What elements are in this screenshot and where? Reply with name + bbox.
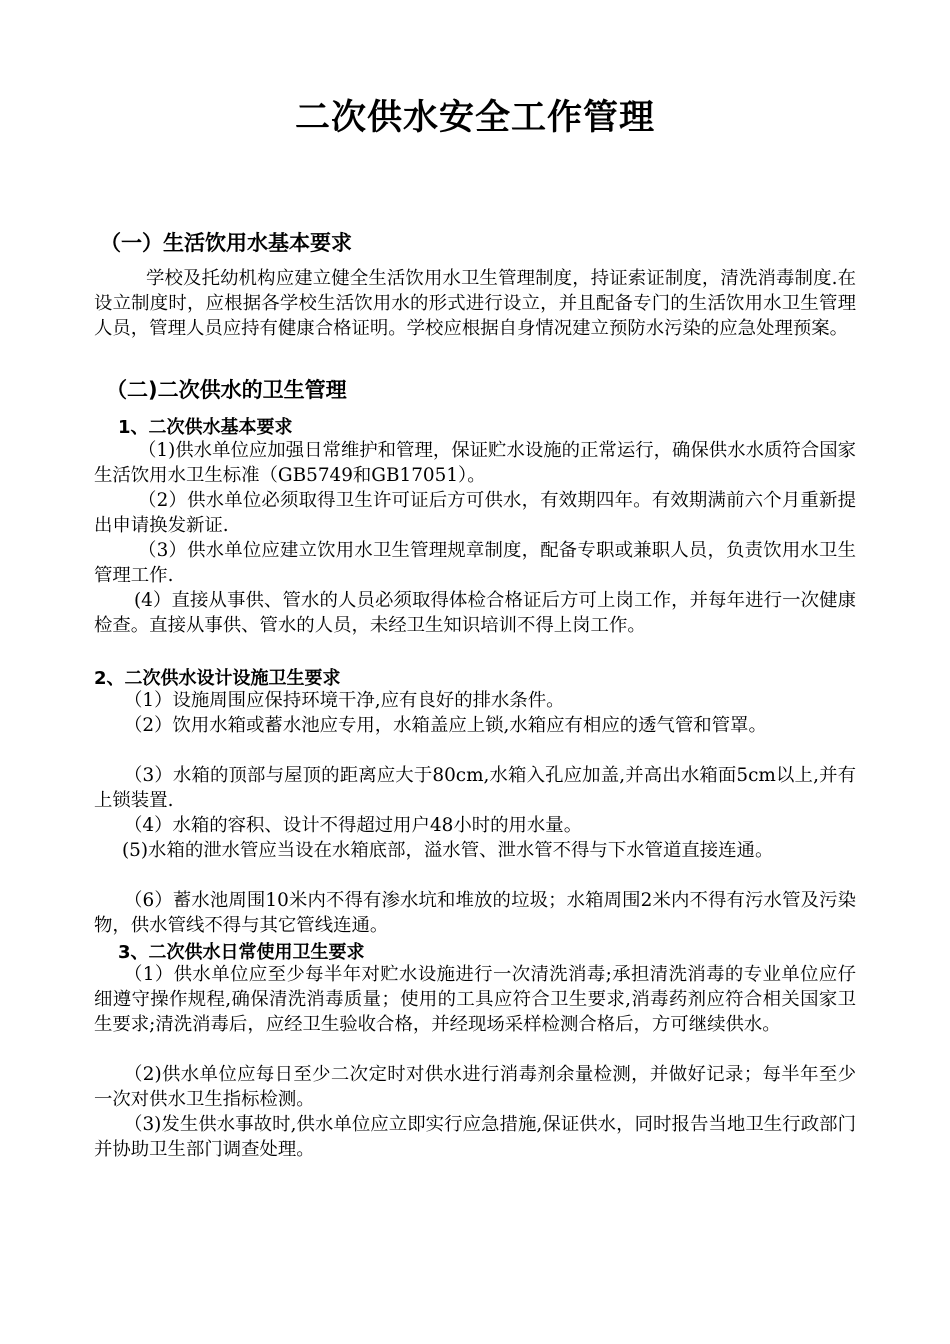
list-item: （3）供水单位应建立饮用水卫生管理规章制度，配备专职或兼职人员，负责饮用水卫生管理工作. bbox=[94, 540, 856, 586]
list-item: （6）蓄水池周围10米内不得有渗水坑和堆放的垃圾；水箱周围2米内不得有污水管及污染物，供水管线不得与其它管线连通。 bbox=[94, 890, 856, 936]
list-item: (4）直接从事供、管水的人员必须取得体检合格证后方可上岗工作，并每年进行一次健康检查。直接从事供、管水的人员，未经卫生知识培训不得上岗工作。 bbox=[94, 590, 856, 636]
section-2-heading: （二)二次供水的卫生管理 bbox=[106, 378, 347, 402]
list-item: （1）供水单位应至少每半年对贮水设施进行一次清洗消毒;承担清洗消毒的专业单位应仔细遵守操作规程,确保清洗消毒质量；使用的工具应符合卫生要求,消毒药剂应符合相关国家卫生要求;清洗消毒后，应经卫生验收合格，并经现场采样检测合格后，方可继续供水。 bbox=[94, 964, 856, 1035]
list-item: （2)供水单位应每日至少二次定时对供水进行消毒剂余量检测，并做好记录；每半年至少一次对供水卫生指标检测。 bbox=[94, 1064, 856, 1110]
subsection-2-heading: 2、二次供水设计设施卫生要求 bbox=[94, 668, 341, 689]
list-item: (5)水箱的泄水管应当设在水箱底部，溢水管、泄水管不得与下水管道直接连通。 bbox=[122, 840, 774, 861]
list-item: （2）供水单位必须取得卫生许可证后方可供水，有效期四年。有效期满前六个月重新提出申请换发新证. bbox=[94, 490, 856, 536]
section-1-heading: （一）生活饮用水基本要求 bbox=[100, 231, 352, 255]
page-title: 二次供水安全工作管理 bbox=[294, 98, 655, 138]
subsection-1-heading: 1、二次供水基本要求 bbox=[118, 417, 293, 438]
list-item: （1）设施周围应保持环境干净,应有良好的排水条件。 bbox=[124, 690, 565, 711]
list-item: （1)供水单位应加强日常维护和管理，保证贮水设施的正常运行，确保供水水质符合国家生活饮用水卫生标准（GB5749和GB17051）。 bbox=[94, 440, 856, 486]
list-item: （4）水箱的容积、设计不得超过用户48小时的用水量。 bbox=[124, 815, 583, 836]
section-1-body: 学校及托幼机构应建立健全生活饮用水卫生管理制度，持证索证制度，清洗消毒制度.在设立制度时，应根据各学校生活饮用水的形式进行设立，并且配备专门的生活饮用水卫生管理人员，管理人员应持有健康合格证明。学校应根据自身情况建立预防水污染的应急处理预案。 bbox=[94, 268, 856, 339]
list-item: （3）水箱的顶部与屋顶的距离应大于80cm,水箱入孔应加盖,并高出水箱面5cm以上,并有上锁装置. bbox=[94, 765, 856, 811]
list-item: （3)发生供水事故时,供水单位应立即实行应急措施,保证供水，同时报告当地卫生行政部门并协助卫生部门调查处理。 bbox=[94, 1114, 856, 1160]
list-item: （2）饮用水箱或蓄水池应专用，水箱盖应上锁,水箱应有相应的透气管和管罩。 bbox=[124, 715, 767, 736]
subsection-3-heading: 3、二次供水日常使用卫生要求 bbox=[118, 942, 365, 963]
